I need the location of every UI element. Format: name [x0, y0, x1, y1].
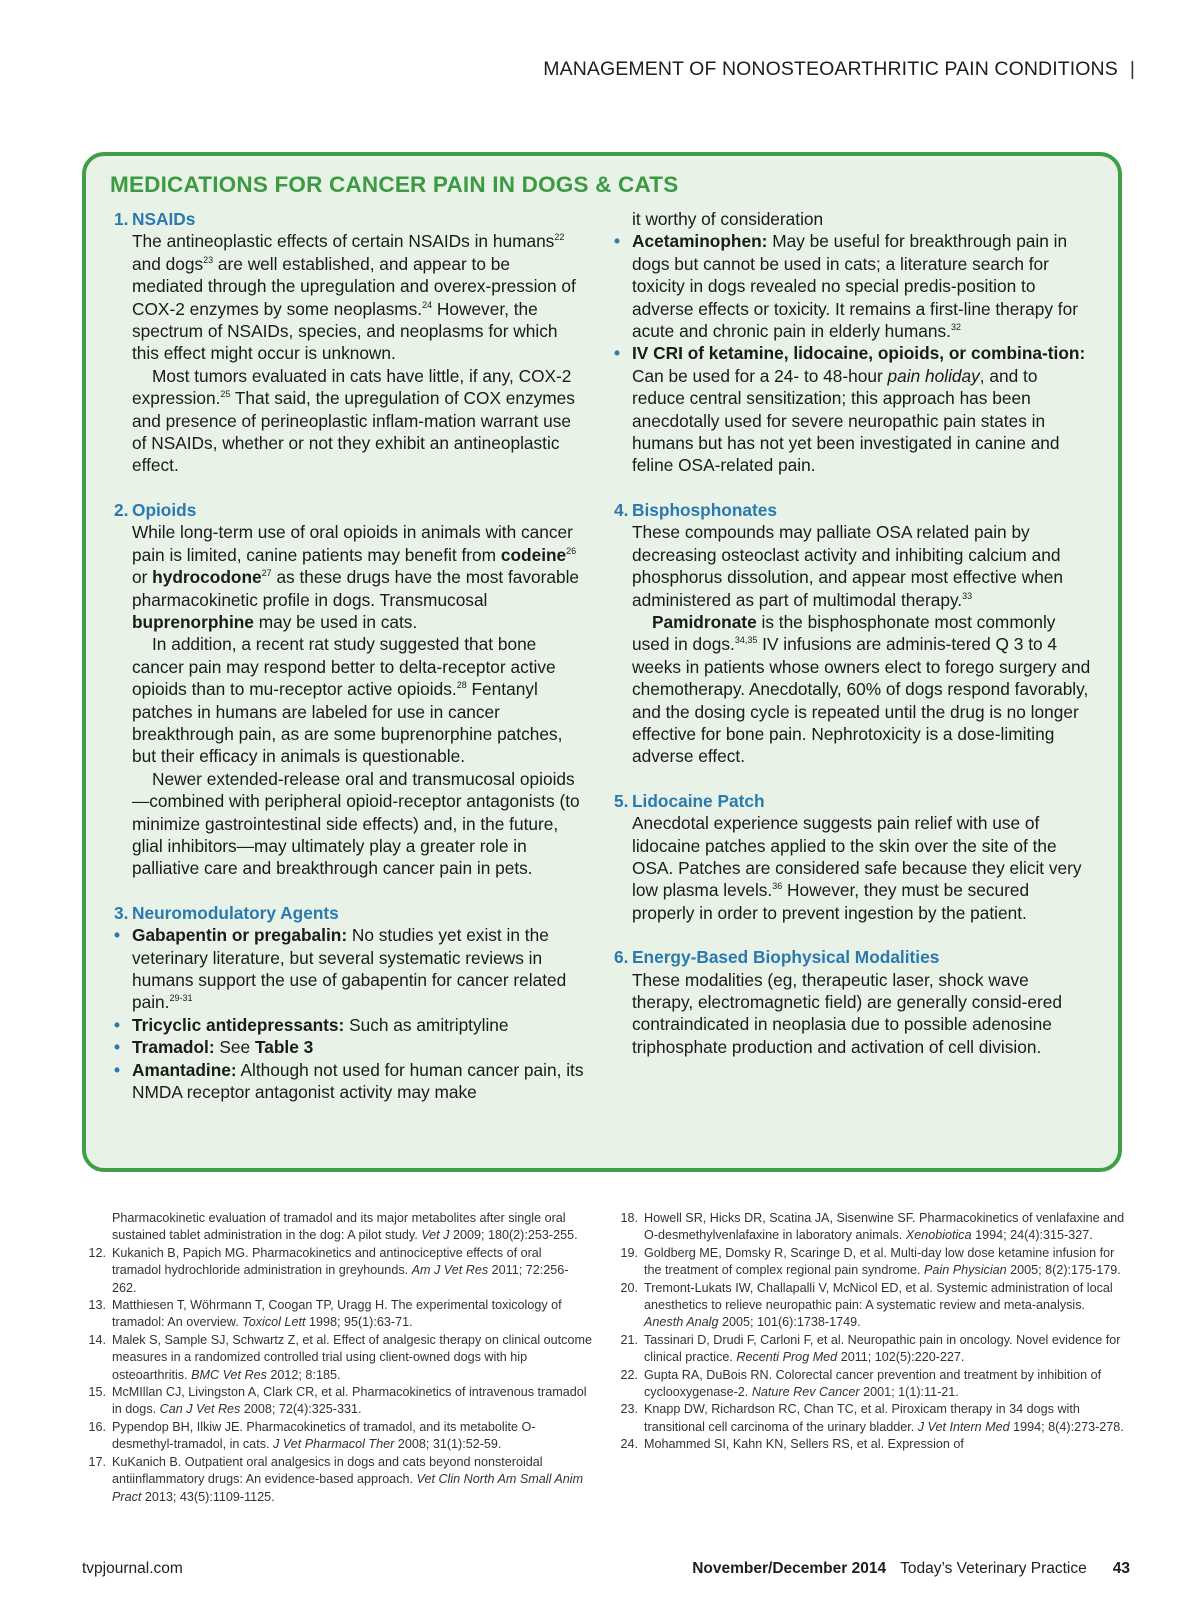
reference-text: Matthiesen T, Wöhrmann T, Coogan TP, Uragg H. The experimental toxicology of tramadol: An overview. [112, 1298, 562, 1330]
bullet-label: Gabapentin or pregabalin: [132, 925, 348, 946]
reference-journal: Vet J [421, 1228, 450, 1243]
section-number: 3. [114, 902, 129, 923]
text: In addition, a recent rat study suggested that bone cancer pain may respond better to delta-receptor active opioids than to mu-receptor active opioids. [132, 634, 556, 700]
section-body-bisphosphonates [632, 521, 1094, 767]
section-title: Bisphosphonates [632, 499, 777, 520]
reference-text: KuKanich B. Outpatient oral analgesics in dogs and cats beyond nonsteroidal antiinflammatory drugs: An evidence-based approach. [112, 1454, 543, 1487]
text: However, the spectrum of NSAIDs, species, and neoplasms for which this effect might occur is unknown. [132, 298, 558, 364]
bullet-item [614, 230, 1094, 342]
text: That said, the upregulation of COX enzymes and presence of perineoplastic inflam-mation warrant use of NSAIDs, whether or not they exhibit an antineoplastic effect. [132, 388, 575, 476]
text: These compounds may palliate OSA related pain by decreasing osteoclast activity and inhibiting calcium and phosphorus dissolution, and appear most effective when administered as part of multimodal therapy. [632, 522, 1064, 610]
reference-item [614, 1401, 1126, 1436]
citation: 33 [962, 590, 973, 601]
bullet-item [614, 342, 1094, 476]
paragraph: Newer extended-release oral and transmucosal opioids—combined with peripheral opioid-receptor antagonists (to minimize gastrointestinal side effects) and, in the future, glial inhibitors—may ultimately play a greater role in palliative care and breakthrough cancer pain in pets. [132, 768, 580, 879]
header-bar: | [1129, 58, 1135, 80]
section-body-opioids [132, 521, 584, 880]
paragraph [132, 365, 584, 477]
citation: 22 [554, 232, 565, 243]
bullet-item [114, 1059, 584, 1104]
reference-item [82, 1419, 592, 1454]
page-number: 43 [1112, 1560, 1130, 1577]
text: See [214, 1037, 255, 1058]
bullet-list [114, 924, 584, 1103]
reference-citation: 2012; 8:185. [266, 1367, 341, 1382]
text: , and to reduce central sensitization; this approach has been anecdotally used for severe neuropathic pain states in humans but has not yet been investigated in canine and feline OSA-related pain. [632, 365, 1060, 476]
text: However, they must be secured properly in order to prevent ingestion by the patient. [632, 880, 1030, 923]
reference-number: 24. [620, 1437, 638, 1452]
table-reference: Table 3 [254, 1037, 314, 1058]
reference-citation: 2013; 43(5):1109-1125. [141, 1489, 275, 1504]
text: Fentanyl patches in humans are labeled for use in cancer breakthrough pain, as are some buprenorphine patches, but their efficacy in animals is questionable. [132, 679, 563, 767]
text: Can be used for a 24- to 48-hour [632, 365, 888, 386]
reference-item [614, 1245, 1126, 1280]
reference-citation: 1994; 24(4):315-327. [971, 1228, 1093, 1243]
section-heading-energy-based [614, 946, 1094, 968]
section-body-nsaids [132, 230, 584, 476]
paragraph [632, 521, 1094, 611]
text: are well established, and appear to be mediated through the upregulation and overex-pression of COX-2 enzymes by some neoplasms. [132, 253, 576, 319]
reference-text: Kukanich B, Papich MG. Pharmacokinetics and antinociceptive effects of oral tramadol hydrochloride administration in greyhounds. [112, 1245, 542, 1278]
reference-number: 18. [620, 1211, 638, 1225]
reference-citation: 2005; 8(2):175-179. [1006, 1263, 1121, 1278]
reference-number: 20. [620, 1280, 638, 1295]
citation: 32 [950, 322, 961, 333]
footer-issue: November/December 2014 [692, 1560, 887, 1577]
section-number: 6. [614, 947, 629, 968]
text: Although not used for human cancer pain, its NMDA receptor antagonist activity may make [132, 1059, 584, 1103]
text: The antineoplastic effects of certain NSAIDs in humans [132, 231, 555, 252]
reference-journal: Can J Vet Res [159, 1402, 241, 1417]
section-body-lidocaine-patch [632, 812, 1094, 924]
references-left-column [82, 1210, 592, 1506]
bullet-label: Tramadol: [132, 1037, 215, 1058]
reference-citation: 2011; 102(5):220-227. [837, 1350, 965, 1365]
reference-item [614, 1280, 1126, 1332]
reference-journal: Recenti Prog Med [736, 1350, 838, 1365]
references-right-column [614, 1210, 1126, 1454]
bullet-label: IV CRI of ketamine, lidocaine, opioids, or combina-tion: [632, 343, 1086, 364]
reference-journal: J Vet Intern Med [917, 1419, 1010, 1434]
reference-item [82, 1245, 592, 1297]
citation: 36 [772, 881, 783, 892]
text: is the bisphosphonate most commonly used in dogs. [632, 611, 1056, 655]
citation: 25 [220, 389, 231, 400]
bullet-label: Acetaminophen: [632, 231, 768, 252]
reference-journal: Anesth Analg [644, 1315, 719, 1330]
section-heading-bisphosphonates [614, 499, 1094, 521]
citation: 29-31 [169, 993, 193, 1004]
text: Anecdotal experience suggests pain relief with use of lidocaine patches applied to the skin over the site of the OSA. Patches are considered safe because they elicit very low plasma levels. [632, 813, 1082, 901]
section-title: NSAIDs [132, 209, 196, 229]
section-heading-lidocaine-patch [614, 790, 1094, 812]
text: No studies yet exist in the veterinary literature, but several systematic reviews in humans support the use of gabapentin for cancer related pain. [132, 925, 567, 1013]
reference-text: Malek S, Sample SJ, Schwartz Z, et al. Effect of analgesic therapy on clinical outcome measures in a randomized controlled trial using client-owned dogs with hip osteoarthritis. [112, 1332, 592, 1382]
reference-item [614, 1367, 1126, 1402]
bullet-item [114, 1036, 584, 1058]
bullet-label: Amantadine: [132, 1059, 237, 1080]
reference-item [82, 1454, 592, 1506]
reference-citation: 2001; 1(1):11-21. [859, 1385, 959, 1400]
section-heading-neuromodulatory [114, 902, 584, 924]
reference-citation: 2011; 72:256-262. [112, 1263, 569, 1295]
bullet-continuation: it worthy of consideration [632, 209, 824, 229]
reference-number: 19. [620, 1245, 638, 1260]
drug-name: hydrocodone [152, 567, 262, 588]
reference-citation: 1998; 95(1):63-71. [305, 1315, 413, 1330]
reference-text: Howell SR, Hicks DR, Scatina JA, Sisenwine SF. Pharmacokinetics of venlafaxine and O-desmethylvenlafaxine in laboratory animals. [644, 1211, 1125, 1243]
reference-citation: 2009; 180(2):253-255. [449, 1228, 578, 1243]
reference-number: 17. [88, 1454, 106, 1469]
sidebar-box [82, 152, 1122, 1172]
section-number: 2. [114, 499, 129, 520]
reference-text: Mohammed SI, Kahn KN, Sellers RS, et al. Expression of [644, 1437, 964, 1452]
paragraph [132, 633, 584, 767]
section-number: 4. [614, 499, 629, 520]
section-number: 1. [114, 209, 129, 229]
reference-journal: Nature Rev Cancer [751, 1385, 860, 1400]
paragraph [632, 812, 1094, 924]
reference-journal: Am J Vet Res [411, 1263, 489, 1278]
reference-text: Tremont-Lukats IW, Challapalli V, McNicol ED, et al. Systemic administration of local anesthetics to relieve neuropathic pain: A systematic review and meta-analysis. [644, 1280, 1113, 1313]
citation: 27 [261, 568, 272, 579]
reference-item [614, 1332, 1126, 1367]
reference-number: 21. [620, 1332, 638, 1347]
text: While long-term use of oral opioids in animals with cancer pain is limited, canine patients may benefit from [132, 522, 573, 565]
section-title: Neuromodulatory Agents [132, 902, 339, 923]
reference-citation: 1994; 8(4):273-278. [1009, 1419, 1124, 1434]
reference-text: McMIllan CJ, Livingston A, Clark CR, et al. Pharmacokinetics of intravenous tramadol in dogs. [112, 1385, 587, 1417]
text: IV infusions are adminis-tered Q 3 to 4 weeks in patients whose owners elect to forego surgery and chemotherapy. Anecdotally, 60% of dogs respond favorably, and the dosing cycle is repeated until the drug is no longer effective for bone pain. Nephrotoxicity is a dose-limiting adverse effect. [632, 634, 1091, 767]
reference-citation: 2008; 31(1):52-59. [394, 1437, 502, 1452]
bullet-item [114, 1014, 584, 1036]
reference-item [82, 1210, 592, 1245]
citation: 26 [566, 545, 577, 556]
box-title: MEDICATIONS FOR CANCER PAIN IN DOGS & CATS [110, 172, 679, 197]
text: as these drugs have the most favorable pharmacokinetic profile in dogs. Transmucosal [132, 567, 580, 610]
reference-number: 12. [88, 1245, 106, 1260]
drug-name: codeine [500, 544, 567, 565]
section-heading-nsaids [114, 208, 584, 230]
drug-name: Pamidronate [652, 611, 757, 632]
reference-journal: Toxicol Lett [242, 1315, 306, 1330]
section-body-energy-based [632, 969, 1094, 1059]
reference-journal: BMC Vet Res [191, 1367, 267, 1382]
section-title: Lidocaine Patch [632, 790, 765, 811]
reference-journal: Pain Physician [924, 1263, 1007, 1278]
reference-number: 15. [88, 1385, 106, 1400]
reference-item [82, 1297, 592, 1332]
box-right-column [614, 208, 1094, 1058]
reference-item [82, 1384, 592, 1419]
paragraph: These modalities (eg, therapeutic laser, shock wave therapy, electromagnetic field) are generally consid-ered contraindicated in neoplasia due to possible adenosine triphosphate production and activation of cell division. [632, 969, 1063, 1057]
reference-number: 14. [88, 1332, 106, 1347]
text: Such as amitriptyline [344, 1014, 509, 1035]
reference-journal: Vet Clin North Am Small Anim Pract [112, 1472, 584, 1504]
paragraph [132, 521, 584, 633]
citation: 24 [422, 299, 433, 310]
reference-text: Tassinari D, Drudi F, Carloni F, et al. Neuropathic pain in oncology. Novel evidence for clinical practice. [644, 1332, 1121, 1365]
reference-number: 13. [88, 1298, 106, 1313]
reference-journal: J Vet Pharmacol Ther [272, 1437, 395, 1452]
section-title: Opioids [132, 499, 197, 520]
reference-text: Knapp DW, Richardson RC, Chan TC, et al. Piroxicam therapy in 34 dogs with transitional cell carcinoma of the urinary bladder. [644, 1402, 1080, 1434]
reference-journal: Xenobiotica [905, 1228, 972, 1243]
citation: 34,35 [734, 635, 758, 646]
italic-text: pain holiday [887, 365, 980, 386]
footer-site: tvpjournal.com [82, 1560, 183, 1577]
reference-text: Gupta RA, DuBois RN. Colorectal cancer prevention and treatment by inhibition of cyclooxygenase-2. [644, 1367, 1102, 1400]
reference-citation: 2005; 101(6):1738-1749. [718, 1315, 861, 1330]
reference-number: 16. [88, 1419, 106, 1434]
reference-text: Goldberg ME, Domsky R, Scaringe D, et al. Multi-day low dose ketamine infusion for the treatment of complex regional pain syndrome. [644, 1245, 1115, 1278]
reference-citation: 2008; 72(4):325-331. [240, 1402, 362, 1417]
box-left-column [114, 208, 584, 1103]
text: may be used in cats. [253, 611, 418, 632]
paragraph [132, 230, 584, 364]
bullet-item [114, 924, 584, 1014]
section-title: Energy-Based Biophysical Modalities [632, 947, 940, 968]
running-head [0, 58, 1135, 81]
citation: 28 [456, 680, 467, 691]
reference-item [82, 1332, 592, 1384]
running-title: MANAGEMENT OF NONOSTEOARTHRITIC PAIN CONDITIONS [543, 58, 1118, 80]
reference-text: Pypendop BH, Ilkiw JE. Pharmacokinetics of tramadol, and its metabolite O-desmethyl-tramadol, in cats. [112, 1419, 536, 1452]
text: and dogs [132, 253, 204, 274]
paragraph [632, 611, 1094, 768]
text: May be useful for breakthrough pain in dogs but cannot be used in cats; a literature search for toxicity in dogs revealed no special predis-position to adverse effects or toxicity. It remains a first-line therapy for acute and chronic pain in elderly humans. [632, 231, 1078, 342]
reference-text: Pharmacokinetic evaluation of tramadol and its major metabolites after single oral sustained tablet administration in the dog: A pilot study. [112, 1211, 566, 1243]
text: or [132, 567, 153, 588]
reference-item [614, 1436, 1126, 1453]
reference-item [614, 1210, 1126, 1245]
footer-journal: Today’s Veterinary Practice [900, 1560, 1087, 1577]
citation: 23 [203, 255, 214, 266]
drug-name: buprenorphine [132, 611, 254, 632]
section-heading-opioids [114, 499, 584, 521]
section-number: 5. [614, 790, 629, 811]
reference-number: 23. [620, 1402, 638, 1417]
bullet-label: Tricyclic antidepressants: [132, 1014, 345, 1035]
footer-issue-info [692, 1560, 1130, 1578]
text: Most tumors evaluated in cats have little, if any, COX-2 expression. [132, 365, 572, 409]
reference-number: 22. [620, 1367, 638, 1382]
